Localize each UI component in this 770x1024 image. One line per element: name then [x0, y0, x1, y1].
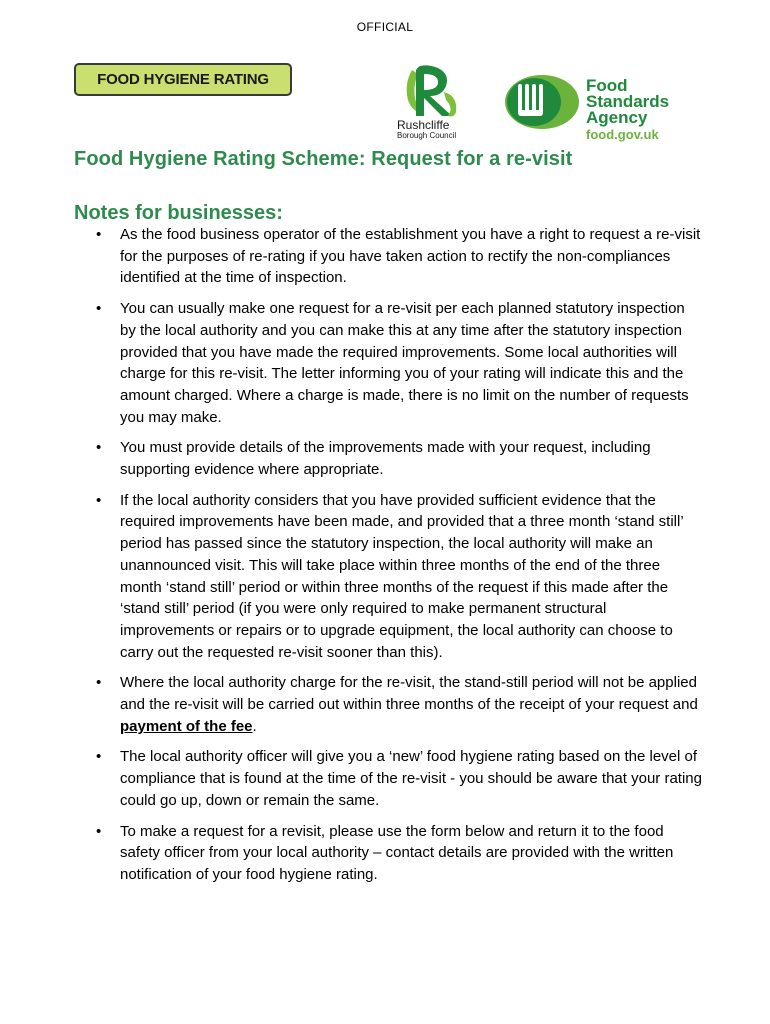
bullet-icon: • [96, 674, 102, 692]
note-text-end: . [252, 717, 257, 735]
note-item [74, 672, 704, 737]
payment-of-fee-link[interactable]: payment of the fee [120, 717, 253, 735]
classification-label: OFFICIAL [356, 20, 414, 34]
fsa-fork-logo [504, 74, 580, 130]
note-item [74, 821, 704, 886]
fsa-name-line-1: Food [586, 76, 628, 95]
fsa-name-line-2: Standards [586, 92, 670, 111]
food-hygiene-rating-logo [74, 63, 292, 96]
note-item [74, 298, 704, 428]
fsa-name-line-3: Agency [586, 108, 648, 127]
note-item [74, 490, 704, 664]
rushcliffe-name: Rushcliffe [397, 118, 450, 132]
note-text: The local authority officer will give you a ‘new’ food hygiene rating based on the level of compliance that is found at the time of the re-visit - you should be aware that your rating could go up, down or remain the same. [120, 748, 702, 809]
fsa-name [586, 78, 669, 126]
note-item [74, 224, 704, 289]
bullet-icon: • [96, 491, 102, 509]
page-title: Food Hygiene Rating Scheme: Request for a re-visit [74, 148, 573, 170]
bullet-icon: • [96, 439, 102, 457]
fhr-logo-text: FOOD HYGIENE RATING [97, 71, 269, 88]
note-text: To make a request for a revisit, please use the form below and return it to the food safety officer from your local authority – contact details are provided with the written notification of your food hygiene rating. [120, 822, 674, 883]
note-text: You must provide details of the improvements made with your request, including supporting evidence where appropriate. [120, 439, 651, 479]
rushcliffe-subtitle: Borough Council [397, 131, 457, 140]
bullet-icon: • [96, 748, 102, 766]
bullet-icon: • [96, 300, 102, 318]
bullet-icon: • [96, 822, 102, 840]
note-item [74, 746, 704, 811]
fsa-url: food.gov.uk [586, 127, 659, 142]
note-text: If the local authority considers that you have provided sufficient evidence that the required improvements have been made, and provided that a three month ‘stand still’ period has passed since the statutory inspection, the local authority will make an unannounced visit. This will take place within three months of the end of the three month ‘stand still’ period or within three months of the request if this made after the ‘stand still’ period (if you were only required to make permanent structural improvements or repairs or to upgrade equipment, the local authority can choose to carry out the requested re-visit sooner than this). [120, 491, 684, 661]
note-text: As the food business operator of the establishment you have a right to request a re-visit for the purposes of re-rating if you have taken action to rectify the non-compliances identified at the time of inspection. [120, 226, 701, 287]
bullet-icon: • [96, 226, 102, 243]
note-item [74, 437, 704, 480]
notes-list [74, 224, 704, 895]
note-text: You can usually make one request for a re-visit per each planned statutory inspection by the local authority and you can make this at any time after the statutory inspection provided that you have made the required improvements. Some local authorities will charge for this re-visit. The letter informing you of your rating will indicate this and the amount charged. Where a charge is made, there is no limit on the number of requests you may make. [120, 300, 689, 426]
note-text: Where the local authority charge for the re-visit, the stand-still period will not be applied and the re-visit will be carried out within three months of the receipt of your request and [120, 674, 698, 714]
notes-heading: Notes for businesses: [74, 202, 283, 224]
